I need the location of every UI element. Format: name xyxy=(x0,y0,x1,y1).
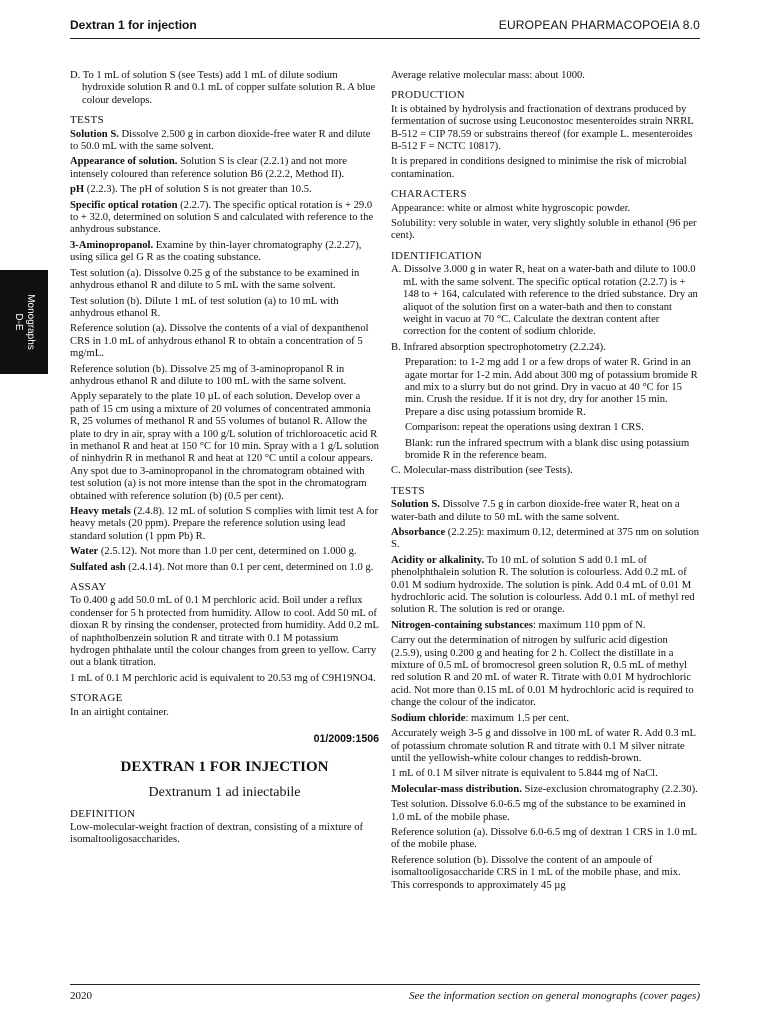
test-water: Water (2.5.12). Not more than 1.0 per cent, determined on 1.000 g. xyxy=(70,546,357,558)
header-publication: EUROPEAN PHARMACOPOEIA 8.0 xyxy=(498,18,700,32)
section-tab-line2: D-E xyxy=(13,313,24,331)
definition-text: Low-molecular-weight fraction of dextran, consisting of a mixture of isomaltooligosaccharides. xyxy=(70,821,364,846)
production-text-1: It is obtained by hydrolysis and fractionation of dextrans produced by fermentation of sucrose using Leuconostoc mesenteroides strain NRRL B-512 = CIP 78.59 or substrains thereof (for example L. mesenteroides B-512 F = NCTC 10817). xyxy=(391,103,694,153)
sodium-chloride-procedure: Accurately weigh 3-5 g and dissolve in 100 mL of water R. Add 0.3 mL of potassium chromate solution R and titrate with 0.1 M silver nitrate until the yellowish-white colour changes to reddish-brown. xyxy=(391,728,696,764)
section-heading-tests: TESTS xyxy=(70,114,104,127)
section-heading-storage: STORAGE xyxy=(70,692,123,705)
monograph-latin-title: Dextranum 1 ad iniectabile xyxy=(148,784,301,800)
section-heading-characters: CHARACTERS xyxy=(391,188,467,201)
test-sulfated-ash: Sulfated ash (2.4.14). Not more than 0.1 per cent, determined on 1.0 g. xyxy=(70,561,374,573)
monograph-title: DEXTRAN 1 FOR INJECTION xyxy=(120,758,329,775)
storage-text: In an airtight container. xyxy=(70,706,169,718)
production-text-2: It is prepared in conditions designed to minimise the risk of microbial contamination. xyxy=(391,156,687,180)
test-optical-rotation: Specific optical rotation (2.2.7). The specific optical rotation is + 29.0 to + 32.0, determined on solution S and calculated with reference to the anhydrous substance. xyxy=(70,199,374,236)
test-ph: pH (2.2.3). The pH of solution S is not greater than 10.5. xyxy=(70,184,312,196)
test-solution-s: Solution S. Dissolve 2.500 g in carbon dioxide-free water R and dilute to 50.0 mL with the same solvent. xyxy=(70,128,371,153)
section-heading-assay: ASSAY xyxy=(70,581,107,594)
solubility-text: Solubility: very soluble in water, very slightly soluble in ethanol (96 per cent). xyxy=(391,218,697,242)
test-heavy-metals: Heavy metals (2.4.8). 12 mL of solution S complies with limit test A for heavy metals (20 ppm). Prepare the reference solution using lead standard solution (1 ppm Pb) R. xyxy=(70,506,378,542)
ir-comparison: Comparison: repeat the operations using dextran 1 CRS. xyxy=(405,422,644,434)
nitrogen-procedure: Carry out the determination of nitrogen by sulfuric acid digestion (2.5.9), using 0.200 g and heating for 2 h. Collect the distillate in a mixture of 0.5 mL of bromocresol green solution R, 0.5 mL of methyl red solution R and 20 mL of water R. Titrate with 0.01 M hydrochloric acid. Not more than 0.15 mL of 0.01 M hydrochloric acid is required to change the colour of the indicator. xyxy=(391,635,694,709)
section-tab-line1: Monographs xyxy=(25,294,36,350)
assay-procedure: To 0.400 g add 50.0 mL of 0.1 M perchloric acid. Boil under a reflux condenser for 5 h protected from humidity. Allow to cool. Add 50 mL of dioxan R by rinsing the condenser, protected from humidity. Add 0.2 mL of naphtholbenzein solution R and titrate with 0.1 M potassium hydrogen phthalate until the colour changes from green to yellow. Carry out a blank titration. xyxy=(70,595,379,669)
section-tab xyxy=(0,270,48,374)
sec-reference-solution-a: Reference solution (a). Dissolve 6.0-6.5 mg of dextran 1 CRS in 1.0 mL of the mobile phase. xyxy=(391,826,697,851)
test-appearance: Appearance of solution. Solution S is clear (2.2.1) and not more intensely coloured than reference solution B6 (2.2.2, Method II). xyxy=(70,156,347,180)
identification-c: C. Molecular-mass distribution (see Tests). xyxy=(391,465,573,477)
running-header xyxy=(70,16,700,39)
tlc-procedure: Apply separately to the plate 10 µL of each solution. Develop over a path of 15 cm using a mixture of 20 volumes of concentrated ammonia R, 25 volumes of methanol R and 55 volumes of butanol R. Allow the plate to dry in air, spray with a 100 g/L solution of trichloroacetic acid R in methanol R and heat at 150 °C for 10 min. Spray with a 1 g/L solution of ninhydrin R in methanol R and heat at 120 °C until a colour appears. Any spot due to 3-aminopropanol in the chromatogram obtained with test solution (a) is not more intense than the spot in the chromatogram obtained with reference solution (b) (0.5 per cent). xyxy=(70,391,379,502)
test-acidity: Acidity or alkalinity. To 10 mL of solution S add 0.1 mL of phenolphthalein solution R. The solution is colourless. Add 0.2 mL of 0.01 M sodium hydroxide. The solution is pink. Add 0.4 mL of 0.01 M hydrochloric acid. The solution is colourless. Add 0.1 mL of methyl red solution R. The solution is red or orange. xyxy=(391,554,695,616)
right-column xyxy=(391,70,700,895)
monograph-code: 01/2009:1506 xyxy=(313,733,379,746)
test-solution-s-2: Solution S. Dissolve 7.5 g in carbon dioxide-free water R, heat on a water-bath and dilute to 50 mL with the same solvent. xyxy=(391,499,680,523)
section-heading-identification: IDENTIFICATION xyxy=(391,249,482,262)
reference-solution-b: Reference solution (b). Dissolve 25 mg of 3-aminopropanol R in anhydrous ethanol R and dilute to 100 mL with the same solvent. xyxy=(70,363,347,387)
page-number: 2020 xyxy=(70,990,92,1002)
left-column xyxy=(70,70,379,850)
sec-test-solution: Test solution. Dissolve 6.0-6.5 mg of the substance to be examined in 1.0 mL of the mobile phase. xyxy=(391,799,686,823)
identification-d: D. To 1 mL of solution S (see Tests) add 1 mL of dilute sodium hydroxide solution R and 0.1 mL of copper sulfate solution R. A blue colour develops. xyxy=(70,70,376,106)
footer-note: See the information section on general monographs (cover pages) xyxy=(409,990,700,1002)
ir-preparation: Preparation: to 1-2 mg add 1 or a few drops of water R. Grind in an agate mortar for 1-2 min. Add about 300 mg of potassium bromide R and mix to a slurry but do not grind. Dry in vacuo at 40 °C for 15 min. Crush the residue. If it is not dry, dry for another 15 min. Prepare a disc using potassium bromide R. xyxy=(405,357,698,418)
test-solution-b: Test solution (b). Dilute 1 mL of test solution (a) to 10 mL with anhydrous ethanol R. xyxy=(70,295,339,319)
reference-solution-a: Reference solution (a). Dissolve the contents of a vial of dexpanthenol CRS in 1.0 mL of anhydrous ethanol R to obtain a concentration of 5 mg/mL. xyxy=(70,323,369,360)
section-heading-tests-2: TESTS xyxy=(391,484,425,497)
sec-reference-solution-b: Reference solution (b). Dissolve the content of an ampoule of isomaltooligosaccharide CRS in 1 mL of the mobile phase, and mix. This corresponds to approximately 45 µg xyxy=(391,854,681,891)
appearance-text: Appearance: white or almost white hygroscopic powder. xyxy=(391,202,631,214)
test-sodium-chloride: Sodium chloride: maximum 1.5 per cent. xyxy=(391,712,570,724)
identification-b: B. Infrared absorption spectrophotometry (2.2.24). xyxy=(391,341,606,353)
molecular-mass: Average relative molecular mass: about 1000. xyxy=(391,70,585,81)
test-absorbance: Absorbance (2.2.25): maximum 0.12, determined at 375 nm on solution S. xyxy=(391,527,700,551)
section-heading-production: PRODUCTION xyxy=(391,89,465,102)
test-molecular-mass-distribution: Molecular-mass distribution. Size-exclusion chromatography (2.2.30). xyxy=(391,783,698,795)
test-nitrogen: Nitrogen-containing substances: maximum 110 ppm of N. xyxy=(391,619,646,631)
page-footer xyxy=(70,984,700,1007)
test-solution-a: Test solution (a). Dissolve 0.25 g of the substance to be examined in anhydrous ethanol R and dilute to 5 mL with the same solvent. xyxy=(70,267,360,292)
ir-blank: Blank: run the infrared spectrum with a blank disc using potassium bromide R in the reference beam. xyxy=(405,437,690,461)
assay-equivalence: 1 mL of 0.1 M perchloric acid is equivalent to 20.53 mg of C9H19NO4. xyxy=(70,672,376,684)
identification-a: A. Dissolve 3.000 g in water R, heat on a water-bath and dilute to 100.0 mL with the same solvent. The specific optical rotation (2.2.7) is + 148 to + 164, calculated with reference to the dried substance. Dry an aliquot of the solution first on a water-bath and then to constant weight in vacuo at 70 °C. Calculate the dextran content after correction for the content of sodium chloride. xyxy=(391,264,698,338)
header-title: Dextran 1 for injection xyxy=(70,18,197,32)
section-heading-definition: DEFINITION xyxy=(70,807,136,820)
test-aminopropanol: 3-Aminopropanol. Examine by thin-layer chromatography (2.2.27), using silica gel G R as the coating substance. xyxy=(70,239,362,264)
silver-nitrate-equivalence: 1 mL of 0.1 M silver nitrate is equivalent to 5.844 mg of NaCl. xyxy=(391,768,658,780)
